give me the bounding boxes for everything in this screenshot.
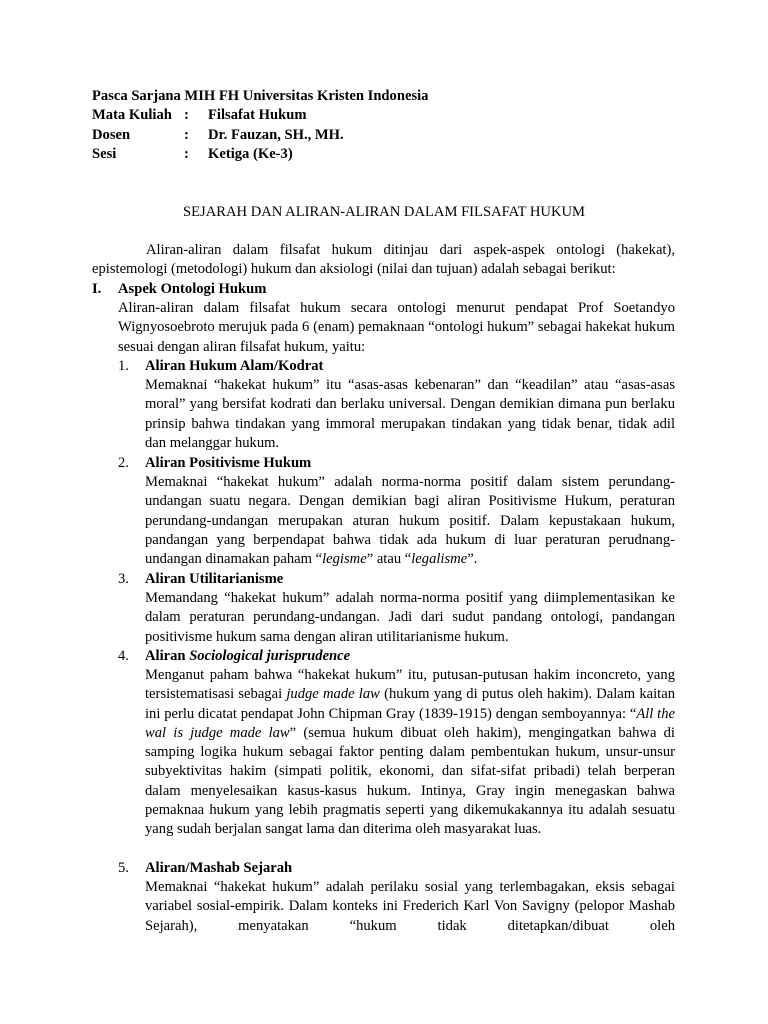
item-text: (hukum yang di putus oleh hakim). Dalam kaitan ini perlu dicatat pendapat John Chipman Gray (1839-1915) dengan semboyannya: “ (145, 686, 675, 722)
item-number: 3. (118, 571, 129, 587)
session-value: Ketiga (Ke-3) (208, 146, 293, 162)
course-value: Filsafat Hukum (208, 107, 307, 123)
item-paragraph: Memandang “hakekat hukum” adalah norma-norma positif yang diimplementasikan ke dalam peraturan perundang-undangan. Jadi dari sudut pandang ontologi, pandangan positivisme hukum sama dengan aliran utilitarianisme hukum. (145, 590, 675, 645)
intro-paragraph: Aliran-aliran dalam filsafat hukum ditinjau dari aspek-aspek ontologi (hakekat), epistemologi (metodologi) hukum dan aksiologi (nilai dan tujuan) adalah sebagai berikut: (92, 242, 675, 278)
item-number: 1. (118, 358, 129, 374)
section-numeral: I. (92, 281, 102, 297)
lecturer-row (92, 126, 344, 145)
course-label: Mata Kuliah (92, 107, 172, 123)
item-number: 2. (118, 455, 129, 471)
section-title: Aspek Ontologi Hukum (118, 281, 267, 297)
item-paragraph: Memaknai “hakekat hukum” adalah perilaku sosial yang terlembagakan, eksis sebagai variabel sosial-empirik. Dalam konteks ini Frederich Karl Von Savigny (pelopor Mashab Sejarah), menyatakan “hukum tidak ditetapkan/dibuat oleh (145, 879, 675, 934)
colon-separator: : (184, 146, 189, 162)
item-title: Aliran Hukum Alam/Kodrat (145, 358, 324, 374)
item-italic-term: judge made law (286, 686, 380, 703)
item-text: Menganut paham bahwa “hakekat hukum” itu, putusan-putusan hakim inconcreto, yang tersistematisasi sebagai (145, 667, 675, 703)
item-paragraph (145, 666, 675, 840)
section-paragraph: Aliran-aliran dalam filsafat hukum secara ontologi menurut pendapat Prof Soetandyo Wignyosoebroto merujuk pada 6 (enam) pemaknaan “ontologi hukum” sebagai hakekat hukum sesuai dengan aliran filsafat hukum, yaitu: (118, 300, 675, 355)
item-italic-term: legalisme (411, 551, 468, 568)
item-title (145, 647, 350, 666)
item-title-text: Aliran (145, 648, 190, 664)
item-title: Aliran Positivisme Hukum (145, 455, 312, 471)
lecturer-value: Dr. Fauzan, SH., MH. (208, 127, 344, 143)
colon-separator: : (184, 107, 189, 123)
course-row (92, 106, 307, 125)
item-title: Aliran/Mashab Sejarah (145, 860, 293, 876)
item-text: ”. (467, 551, 478, 568)
item-title-italic: Sociological jurisprudence (189, 648, 351, 664)
item-italic-term: legisme (322, 551, 367, 568)
item-paragraph (145, 473, 675, 569)
item-number: 5. (118, 860, 129, 876)
item-number: 4. (118, 648, 129, 664)
item-text: ” (semua hukum dibuat oleh hakim), mengingatkan bahwa di samping logika hukum sebagai faktor penting dalam pembentukan hukum, unsur-unsur subyektivitas hakim (simpati politik, ekonomi, dan sifat-sifat pribadi) telah berperan dalam menyelesaikan kasus-kasus hukum. Intinya, Gray ingin menegaskan bahwa pemaknaa hukum yang lebih pragmatis seperti yang dikemukakannya itu adalah sesuatu yang sudah berjalan sangat lama dan diterima oleh masyarakat luas. (145, 724, 675, 838)
session-label: Sesi (92, 146, 117, 162)
item-italic-term: All the wal is judge made law (145, 705, 675, 741)
colon-separator: : (184, 127, 189, 143)
item-text: ” atau “ (366, 551, 412, 568)
session-row (92, 145, 293, 164)
item-text: Memaknai “hakekat hukum” adalah norma-norma positif dalam sistem perundang-undangan suatu negara. Dengan demikian bagi aliran Positivisme Hukum, peraturan perundang-undangan merupakan aturan hukum positif. Dalam kepustakaan hukum, pandangan yang berpendapat bahwa tidak ada hukum di luar peraturan perudnang-undangan dinamakan paham “ (145, 474, 675, 568)
institution-line: Pasca Sarjana MIH FH Universitas Kristen Indonesia (92, 88, 429, 104)
item-paragraph: Memaknai “hakekat hukum” itu “asas-asas kebenaran” dan “keadilan” atau “asas-asas moral” yang bersifat kodrati dan berlaku universal. Dengan demikian dimana pun berlaku prinsip bahwa tindakan yang immoral merupakan tindakan yang tidak benar, tidak adil dan melanggar hukum. (145, 377, 675, 451)
lecturer-label: Dosen (92, 127, 131, 143)
document-title: SEJARAH DAN ALIRAN-ALIRAN DALAM FILSAFAT HUKUM (182, 204, 586, 220)
item-title: Aliran Utilitarianisme (145, 571, 284, 587)
